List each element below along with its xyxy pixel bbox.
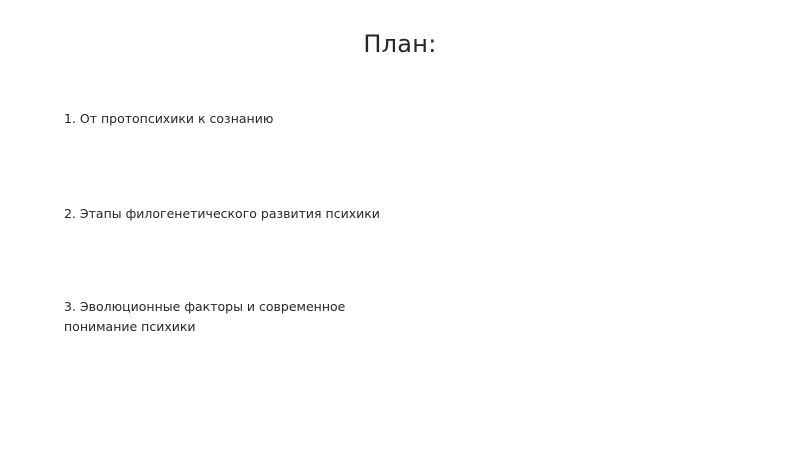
plan-item-1: 1. От протопсихики к сознанию bbox=[64, 111, 274, 126]
slide-title: План: bbox=[363, 30, 437, 58]
plan-item-2: 2. Этапы филогенетического развития психики bbox=[64, 206, 380, 221]
plan-item-3: 3. Эволюционные факторы и современное понимание психики bbox=[64, 299, 346, 334]
